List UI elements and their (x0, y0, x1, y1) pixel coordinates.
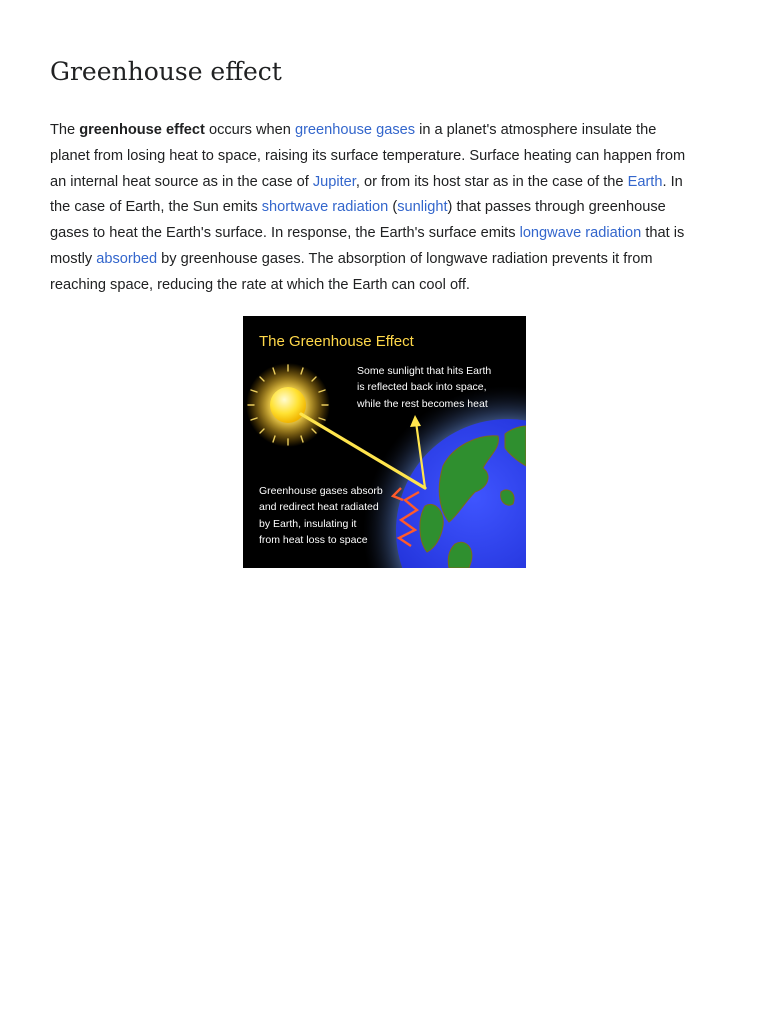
caption-line: is reflected back into space, (357, 381, 487, 394)
text-segment: . In (662, 173, 683, 190)
paragraph-line (50, 118, 722, 144)
paragraph-line (50, 170, 722, 196)
text-segment: ) that passes through greenhouse (447, 199, 666, 216)
paragraph-line (50, 144, 722, 170)
caption-line: from heat loss to space (259, 534, 368, 547)
paragraph-line (50, 273, 722, 299)
diagram-title: The Greenhouse Effect (259, 333, 414, 350)
caption-line: while the rest becomes heat (357, 397, 488, 410)
sun-icon (270, 387, 306, 423)
paragraph-line (50, 195, 722, 221)
text-segment: by greenhouse gases. The absorption of longwave radiation prevents it from (157, 250, 653, 267)
paragraph-line (50, 247, 722, 273)
link-longwave-radiation[interactable]: longwave radiation (519, 225, 642, 242)
text-segment: the case of Earth, the Sun emits (50, 199, 262, 216)
text-segment: that is (641, 225, 685, 242)
caption-line: Some sunlight that hits Earth (357, 365, 492, 377)
caption-line: Greenhouse gases absorb (259, 485, 383, 497)
text-segment: an internal heat source as in the case of (50, 173, 313, 190)
text-segment: reaching space, reducing the rate at which the Earth can cool off. (50, 276, 470, 293)
caption-line: and redirect heat radiated (259, 501, 379, 514)
caption-line: by Earth, insulating it (259, 517, 357, 530)
greenhouse-gases-caption (259, 483, 383, 549)
text-segment: ( (388, 199, 398, 216)
text-segment: mostly (50, 250, 97, 267)
text-segment: gases to heat the Earth's surface. In response, the Earth's surface emits (50, 225, 520, 242)
text-segment: planet from losing heat to space, raising its surface temperature. Surface heating can happen from (50, 147, 686, 164)
link-jupiter[interactable]: Jupiter (312, 173, 356, 190)
text-segment: occurs when (204, 122, 295, 138)
link-greenhouse-gases[interactable]: greenhouse gases (294, 122, 416, 138)
link-sunlight[interactable]: sunlight (397, 199, 448, 216)
reflection-caption (357, 363, 491, 412)
link-shortwave-radiation[interactable]: shortwave radiation (261, 199, 389, 216)
link-earth[interactable]: Earth (627, 173, 663, 190)
text-segment: , or from its host star as in the case of the (355, 173, 628, 190)
text-segment: The (50, 122, 80, 138)
greenhouse-effect-diagram[interactable] (243, 316, 526, 568)
bold-term: greenhouse effect (79, 122, 205, 138)
paragraph-line (50, 221, 722, 247)
intro-paragraph (50, 118, 722, 299)
link-absorbed[interactable]: absorbed (96, 250, 158, 267)
text-segment: in a planet's atmosphere insulate the (415, 122, 657, 138)
page-title: Greenhouse effect (50, 57, 282, 86)
